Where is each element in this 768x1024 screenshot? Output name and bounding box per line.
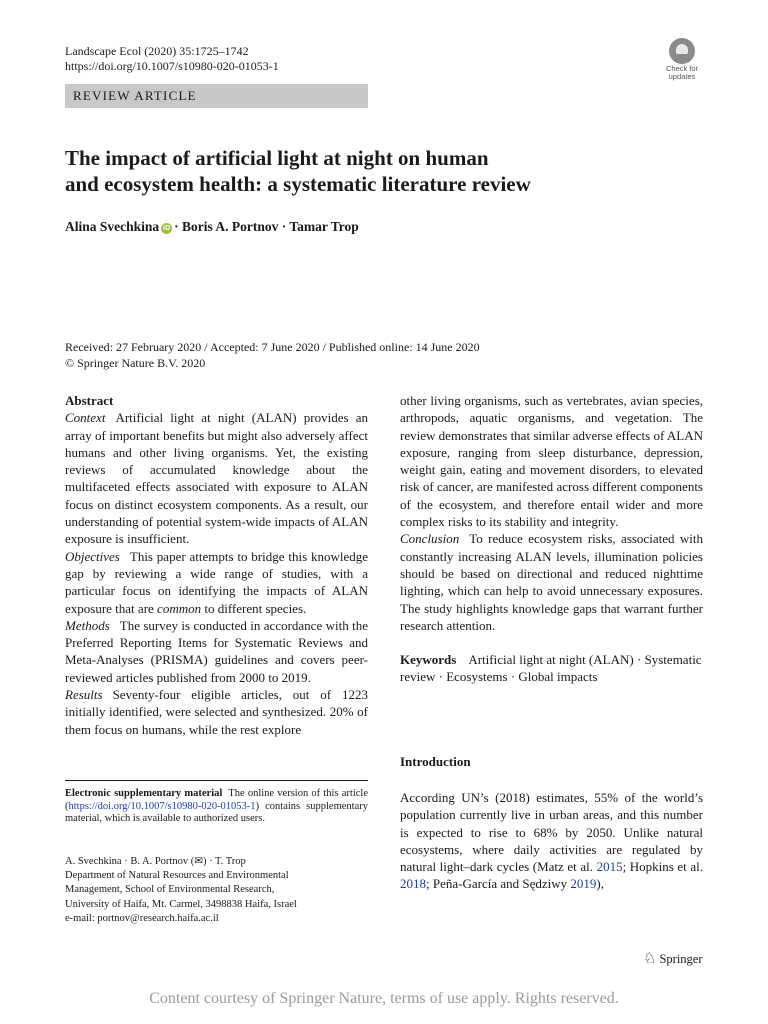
- journal-header: [65, 44, 279, 74]
- abstract-results: Results Seventy-four eligible articles, out of 1223 initially identified, were selected and synthesized. 20% of them focus on humans, while the rest explore: [65, 687, 368, 737]
- abstract-results-continued: other living organisms, such as vertebrates, avian species, arthropods, aquatic organisms, and vegetation. The review demonstrates that similar adverse effects of ALAN exposure, ranging from sleep disturbance, depression, weight gain, eating and movement disorders, to elevated risk of cancer, are manifested across different components of the ecosystem, and therefore entail wider and more complex risks to its stability and integrity.: [400, 393, 703, 530]
- article-title: The impact of artificial light at night on human and ecosystem health: a systematic literature review: [65, 146, 531, 196]
- journal-doi[interactable]: https://doi.org/10.1007/s10980-020-01053-1: [65, 59, 279, 73]
- citation-link[interactable]: 2019: [570, 876, 597, 892]
- publication-dates: Received: 27 February 2020 / Accepted: 7 June 2020 / Published online: 14 June 2020 © Springer Nature B.V. 2020: [65, 340, 480, 370]
- citation-link[interactable]: 2018: [400, 876, 426, 892]
- introduction-heading: Introduction: [400, 754, 471, 769]
- supplementary-doi-link[interactable]: https://doi.org/10.1007/s10980-020-01053-1: [68, 800, 256, 812]
- introduction-text: According UN’s (2018) estimates, 55% of the world’s population currently live in urban areas, and this number is expected to rise to 68% by 2050. Unlike natural ecosystems, where daily activities are regulated by natural light–dark cycles (Matz et al. 2015; Hopkins et al. 2018; Peña-García and Sędziwy 2019),: [400, 790, 704, 892]
- affiliation-authors: A. Svechkina · B. A. Portnov (✉) · T. Trop: [65, 856, 246, 867]
- keywords: Keywords Artificial light at night (ALAN) · Systematic review · Ecosystems · Global impacts: [400, 652, 702, 685]
- check-for-updates-badge[interactable]: [661, 38, 703, 80]
- check-for-updates-icon: [669, 38, 695, 64]
- springer-logo: [643, 949, 703, 968]
- author-name[interactable]: Alina Svechkina: [65, 219, 160, 234]
- copyright-notice: © Springer Nature B.V. 2020: [65, 356, 206, 370]
- springer-horse-icon: ♘: [643, 951, 657, 967]
- author-affiliation: A. Svechkina · B. A. Portnov (✉) · T. Trop Department of Natural Resources and Environmental Management, School of Environmental Research, University of Haifa, Mt. Carmel, 3498838 Haifa, Israel e-mail: portnov@research.haifa.ac.il: [65, 855, 368, 926]
- citation-link[interactable]: 2015: [596, 859, 623, 875]
- abstract-heading: Abstract: [65, 393, 114, 408]
- journal-citation: Landscape Ecol (2020) 35:1725–1742: [65, 44, 249, 58]
- abstract-right-column: [400, 392, 703, 686]
- abstract-objectives: Objectives This paper attempts to bridge this knowledge gap by reviewing a wide range of studies, with a particular focus on identifying the impacts of ALAN exposure that are common to different species.: [65, 548, 368, 616]
- abstract-methods: Methods The survey is conducted in accordance with the Preferred Reporting Items for Systematic Reviews and Meta-Analyses (PRISMA) guidelines and covers peer-reviewed articles published from 2000 to 2019.: [65, 617, 368, 685]
- orcid-icon[interactable]: iD: [163, 225, 171, 232]
- supplementary-material-note: Electronic supplementary material The online version of this article (https://doi.org/10.1007/s10980-020-01053-1) contains supplementary material, which is available to authorized users.: [65, 788, 368, 824]
- affiliation-email[interactable]: e-mail: portnov@research.haifa.ac.il: [65, 912, 219, 924]
- abstract-left-column: [65, 392, 368, 738]
- courtesy-footer: Content courtesy of Springer Nature, terms of use apply. Rights reserved.: [149, 990, 619, 1007]
- abstract-conclusion: Conclusion To reduce ecosystem risks, associated with constantly increasing ALAN levels, illumination policies should be based on directional and reduced nighttime lighting, which can help to avoid unnecessary exposures. The study highlights knowledge gaps that warrant further research attention.: [400, 531, 703, 633]
- article-type-banner: REVIEW ARTICLE: [65, 84, 368, 108]
- author-names-rest[interactable]: · Boris A. Portnov · Tamar Trop: [174, 219, 359, 234]
- footnote-divider: [65, 780, 368, 781]
- author-list: [65, 219, 359, 235]
- springer-label: Springer: [659, 952, 703, 966]
- check-for-updates-label: Check for updates: [665, 64, 699, 81]
- abstract-context: Context Artificial light at night (ALAN) provides an array of important benefits but might also adversely affect humans and other living organisms. Yet, the existing reviews of accumulated knowledge about the multifaceted effects associated with exposure to ALAN focus on distinct ecosystem components. As a result, our understanding of potential system-wide impacts of ALAN exposure is insufficient.: [65, 410, 368, 547]
